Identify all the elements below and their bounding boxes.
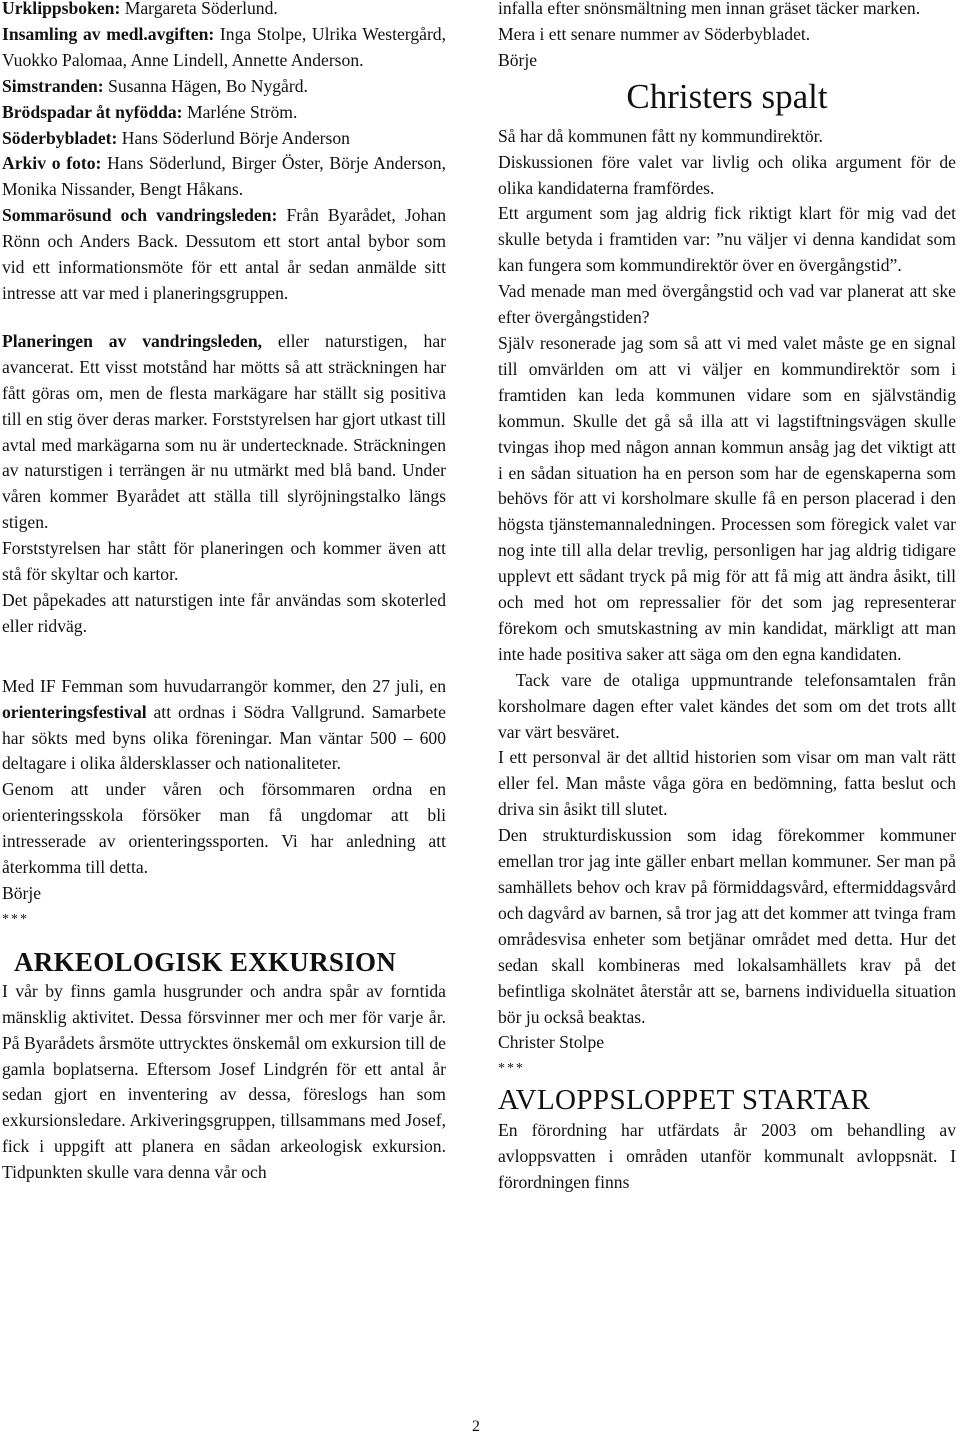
- credit-line: Brödspadar åt nyfödda: Marléne Ström.: [2, 101, 298, 122]
- intro-paragraph: Mera i ett senare nummer av Söderbybladet.: [498, 23, 811, 44]
- page-number: 2: [472, 1418, 480, 1435]
- credit-line: Sommarösund och vandringsleden: Från Byarådet, Johan Rönn och Anders Back. Dessutom ett stort antal bybor som vid ett informationsmöte för ett antal år sedan anmälde sitt intresse att var med i planeringsgruppen.: [2, 205, 446, 303]
- orientering-paragraph: Genom att under våren och försommaren ordna en orienteringsskola försöker man få ungdomar att bli intresserade av orienteringssporten. Vi har anledning att återkomma till detta.: [2, 779, 446, 878]
- right-column: [498, 0, 956, 1196]
- signature: Börje: [498, 49, 538, 70]
- spacer: [2, 933, 446, 943]
- orientering-paragraph: Med IF Femman som huvudarrangör kommer, den 27 juli, en orienteringsfestival att ordnas i Södra Vallgrund. Samarbete har sökts med byns olika föreningar. Man väntar 500 – 600 deltagare i olika åldersklasser och nationaliteter.: [2, 675, 446, 774]
- christer-heading: Christers spalt: [626, 76, 828, 116]
- intro-paragraph: infalla efter snönsmältning men innan gräset täcker marken.: [498, 0, 921, 18]
- section-separator: ***: [2, 911, 29, 927]
- signature: Börje: [2, 883, 42, 903]
- christer-paragraph: Den strukturdiskussion som idag förekommer kommuner emellan tror jag inte gäller enbart mellan kommuner. Ser man på samhällets behov och krav på förmiddagsvård, eftermiddagsvård och dagvård av barnen, så tror jag att det kommer att tvinga fram områdesvisa enheter som betjänar området med detta. Hur det sedan skall kombineras med lokalsamhällets krav på det befintliga skolnätet återstår att se, barnens individuella situation bör ju också beaktas.: [498, 825, 956, 1027]
- left-column: [2, 0, 446, 1186]
- signature: Christer Stolpe: [498, 1032, 605, 1053]
- credit-line: Insamling av medl.avgiften: Inga Stolpe, Ulrika Westergård, Vuokko Palomaa, Anne Lindell, Annette Anderson.: [2, 23, 446, 70]
- credit-line: Arkiv o foto: Hans Söderlund, Birger Öster, Börje Anderson, Monika Nissander, Bengt Håkans.: [2, 153, 446, 200]
- arkeologi-paragraph: I vår by finns gamla husgrunder och andra spår av forntida mänsklig aktivitet. Dessa försvinner mer och mer för varje år. På Byarådets årsmöte uttrycktes önskemål om exkursion till de gamla boplatserna. Eftersom Josef Lindgrén för ett antal år sedan gjort en inventering av dessa, föreslogs han som exkursionsledare. Arkiveringsgruppen, tillsammans med Josef, fick i uppgift att planera en sådan arkeologisk exkursion. Tidpunkten skulle vara denna vår och: [2, 980, 446, 1183]
- spacer: [2, 307, 446, 329]
- vandring-paragraph: Forststyrelsen har stått för planeringen och kommer även att stå för skyltar och kartor.: [2, 538, 446, 585]
- christer-paragraph: Vad menade man med övergångstid och vad var planerat att ske efter övergångstiden?: [498, 281, 956, 328]
- vandring-paragraph: Planeringen av vandringsleden, eller naturstigen, har avancerat. Ett visst motstånd har mötts så att sträckningen har fått göras om, men de flesta markägare har ställt sig positiva till en stig över deras marker. Forststyrelsen har gjort utkast till avtal med markägarna som nu är undertecknade. Sträckningen av naturstigen i terrängen är nu utmärkt med blå band. Under våren kommer Byarådet att ställa till slyröjningstalko längs stigen.: [2, 330, 446, 533]
- christer-paragraph: I ett personval är det alltid historien som visar om man valt rätt eller fel. Man måste våga göra en bedömning, fatta beslut och driva sin åsikt till slutet.: [498, 747, 956, 820]
- spacer: [2, 640, 446, 674]
- avlopp-heading: AVLOPPSLOPPET STARTAR: [498, 1084, 871, 1117]
- credit-line: Urklippsboken: Margareta Söderlund.: [2, 0, 278, 18]
- christer-paragraph: Tack vare de otaliga uppmuntrande telefonsamtalen från korsholmare dagen efter valet kändes det som om det trots allt var värt besväret.: [498, 669, 956, 742]
- christer-paragraph: Så har då kommunen fått ny kommundirektör.: [498, 125, 823, 146]
- christer-paragraph: Ett argument som jag aldrig fick riktigt klart för mig vad det skulle betyda i framtiden var: ”nu väljer vi denna kandidat som kan fungera som kommundirektör över en övergångstid”.: [498, 203, 956, 276]
- christer-paragraph: Själv resonerade jag som så att vi med valet måste ge en signal till omvärlden om att vi väljer en kommundirektör som i framtiden kan leda kommunen vidare som en självständig kommun. Skulle det gå så illa att vi lagstiftningsvägen skulle tvingas ihop med någon annan kommun ansåg jag det viktigt att i en sådan situation ha en person som har de egenskaperna som behövs för att vi korsholmare skulle få en person placerad i den högsta tjänstemannaledningen. Processen som föregick valet var nog inte till alla delar trevlig, personligen har jag aldrig tidigare upplevt ett sådant tryck på mig för att få mig att ändra åsikt, till och med hot om repressalier för det som jag representerar förekom och smutskastning av min kandidat, märkligt att man inte hade positiva saker att säga om den egna kandidaten.: [498, 332, 956, 664]
- avlopp-paragraph: En förordning har utfärdats år 2003 om behandling av avloppsvatten i områden utanför kommunalt avloppsnät. I förordningen finns: [498, 1120, 956, 1193]
- arkeologi-heading: ARKEOLOGISK EXKURSION: [14, 946, 397, 977]
- christer-paragraph: Diskussionen före valet var livlig och olika argument för de olika kandidaterna framfördes.: [498, 151, 956, 198]
- section-separator: ***: [498, 1061, 525, 1077]
- credit-line: Simstranden: Susanna Hägen, Bo Nygård.: [2, 75, 308, 96]
- vandring-paragraph: Det påpekades att naturstigen inte får användas som skoterled eller ridväg.: [2, 589, 446, 636]
- credit-line: Söderbybladet: Hans Söderlund Börje Anderson: [2, 127, 350, 148]
